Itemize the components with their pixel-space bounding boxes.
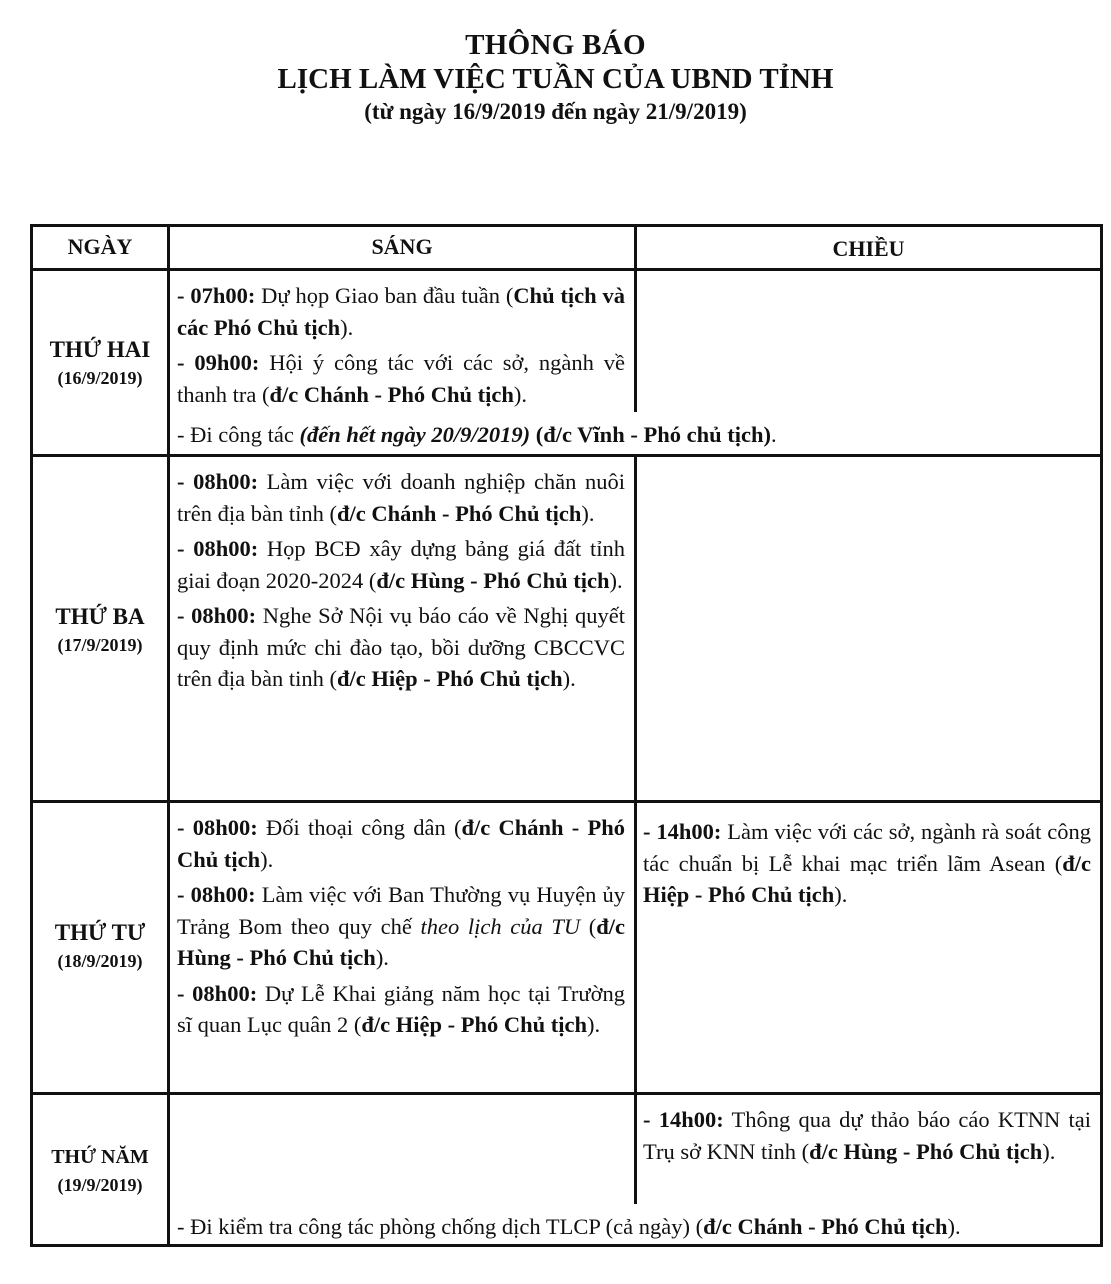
schedule-entry: - 08h00: Làm việc với Ban Thường vụ Huyện ủy Trảng Bom theo quy chế theo lịch của TU (đ/c Hùng - Phó Chủ tịch).: [177, 882, 625, 970]
day-date: (17/9/2019): [57, 635, 143, 655]
schedule-entry: - 14h00: Thông qua dự thảo báo cáo KTNN tại Trụ sở KNN tỉnh (đ/c Hùng - Phó Chủ tịch).: [643, 1107, 1091, 1164]
column-divider-session: [634, 456, 637, 802]
day-cell: [33, 1142, 167, 1198]
column-divider-session: [634, 1094, 637, 1204]
day-name: THỨ TƯ: [54, 920, 146, 945]
schedule-entry: - 07h00: Dự họp Giao ban đầu tuần (Chủ tịch và các Phó Chủ tịch).: [177, 283, 625, 340]
day-cell: [33, 335, 167, 391]
schedule-entry: - 08h00: Đối thoại công dân (đ/c Chánh - Phó Chủ tịch).: [177, 815, 625, 872]
schedule-entry: - 08h00: Họp BCĐ xây dựng bảng giá đất tỉnh giai đoạn 2020-2024 (đ/c Hùng - Phó Chủ tịch).: [177, 536, 625, 593]
column-header-morning: SÁNG: [371, 234, 433, 259]
day-name: THỨ HAI: [49, 337, 151, 362]
full-day-entry: - Đi công tác (đến hết ngày 20/9/2019) (đ/c Vĩnh - Phó chủ tịch).: [177, 422, 777, 447]
row-divider: [30, 454, 1103, 457]
table-border-right: [1100, 224, 1103, 1247]
day-cell: [33, 602, 167, 658]
document-date-range: (từ ngày 16/9/2019 đến ngày 21/9/2019): [364, 99, 747, 124]
full-day-entry: - Đi kiểm tra công tác phòng chống dịch TLCP (cả ngày) (đ/c Chánh - Phó Chủ tịch).: [177, 1214, 961, 1239]
schedule-entry: - 09h00: Hội ý công tác với các sở, ngành về thanh tra (đ/c Chánh - Phó Chủ tịch).: [177, 350, 626, 407]
schedule-entry: - 08h00: Dự Lễ Khai giảng năm học tại Trường sĩ quan Lục quân 2 (đ/c Hiệp - Phó Chủ tịch).: [177, 980, 626, 1037]
table-border-bottom: [30, 1244, 1103, 1247]
day-cell: [33, 918, 167, 974]
day-date: (16/9/2019): [57, 368, 143, 388]
column-divider-session: [634, 270, 637, 412]
morning-cell: [177, 812, 625, 1045]
column-divider-day: [167, 224, 170, 1247]
day-date: (19/9/2019): [57, 1175, 143, 1195]
afternoon-cell: [643, 1104, 1091, 1171]
row-divider: [30, 1092, 1103, 1095]
morning-cell: [177, 280, 625, 414]
schedule-entry: - 08h00: Làm việc với doanh nghiệp chăn nuôi trên địa bàn tỉnh (đ/c Chánh - Phó Chủ tịch).: [177, 469, 625, 526]
afternoon-cell: [643, 816, 1091, 915]
day-name: THỨ NĂM: [51, 1146, 149, 1168]
column-header-day: NGÀY: [67, 234, 133, 259]
day-date: (18/9/2019): [57, 951, 143, 971]
document-title: THÔNG BÁO: [465, 29, 646, 61]
row-divider: [30, 800, 1103, 803]
schedule-entry: - 14h00: Làm việc với các sở, ngành rà soát công tác chuẩn bị Lễ khai mạc triển lãm Asean (đ/c Hiệp - Phó Chủ tịch).: [643, 819, 1091, 907]
schedule-entry: - 08h00: Nghe Sở Nội vụ báo cáo về Nghị quyết quy định mức chi đào tạo, bồi dưỡng CBCCVC trên địa bàn tinh (đ/c Hiệp - Phó Chủ tịch).: [177, 603, 625, 691]
document-subtitle: LỊCH LÀM VIỆC TUẦN CỦA UBND TỈNH: [277, 63, 834, 95]
morning-cell: [177, 466, 625, 699]
column-header-afternoon: CHIỀU: [832, 236, 905, 261]
day-name: THỨ BA: [55, 604, 145, 629]
column-divider-session: [634, 802, 637, 1094]
